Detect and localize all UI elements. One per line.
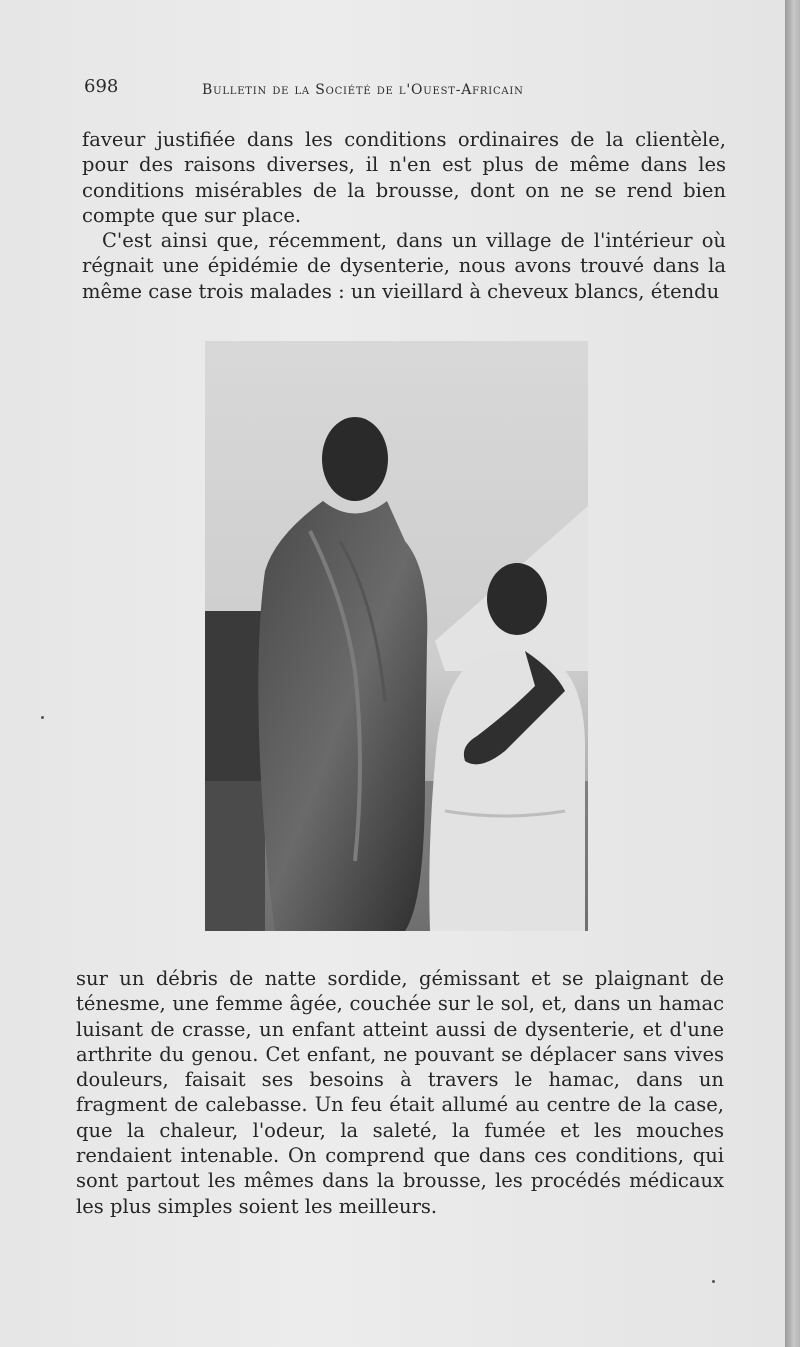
print-speck [712,1280,715,1283]
page-edge-shadow [785,0,800,1347]
text-block-bottom [76,966,724,1219]
text-block-top [82,127,726,304]
paragraph-continued: faveur justifiée dans les conditions ordinaires de la clientèle, pour des raisons diverses, il n'en est plus de même dans les conditions misérables de la brousse, dont on ne se rend bien compte que sur place. [82,128,726,227]
page-number: 698 [84,76,119,97]
running-title: Bulletin de la Société de l'Ouest-Africain [202,82,524,98]
photograph-two-patients [205,341,588,931]
print-speck [41,716,44,719]
photograph-illustration [205,341,588,931]
paragraph-description: sur un débris de natte sordide, gémissant et se plaignant de ténesme, une femme âgée, couchée sur le sol, et, dans un hamac luisant de crasse, un enfant atteint aussi de dysenterie, et d'une arthrite du genou. Cet enfant, ne pouvant se déplacer sans vives douleurs, faisait ses besoins à travers le hamac, dans un fragment de calebasse. Un feu était allumé au centre de la case, que la chaleur, l'odeur, la saleté, la fumée et les mouches rendaient intenable. On comprend que dans ces conditions, qui sont partout les mêmes dans la brousse, les procédés médicaux les plus simples soient les meilleurs. [76,967,724,1218]
page-header [84,76,724,100]
paragraph-village: C'est ainsi que, récemment, dans un village de l'intérieur où régnait une épidémie de dysenterie, nous avons trouvé dans la même case trois malades : un vieillard à cheveux blancs, étendu [82,229,726,303]
